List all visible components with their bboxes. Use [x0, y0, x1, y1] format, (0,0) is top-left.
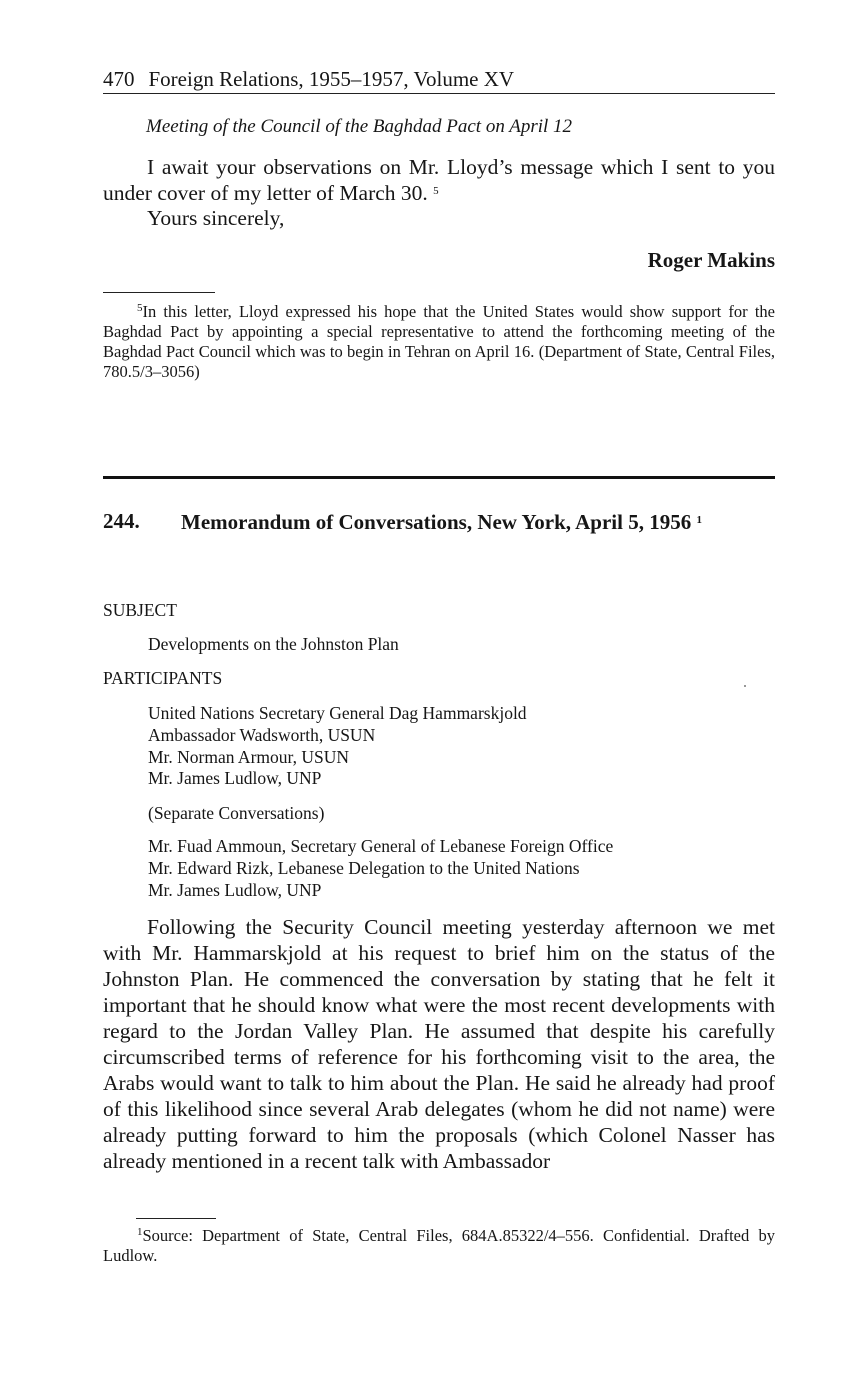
footnote-marker: 1: [137, 1226, 143, 1238]
participant: United Nations Secretary General Dag Hammarskjold: [148, 703, 527, 723]
document-title: [181, 509, 741, 536]
footnote-5: [103, 302, 775, 382]
participant: Mr. Fuad Ammoun, Secretary General of Lebanese Foreign Office: [148, 836, 614, 856]
participant: Mr. Edward Rizk, Lebanese Delegation to the United Nations: [148, 858, 580, 878]
page-number: 470: [103, 67, 135, 91]
separate-conversations-note: (Separate Conversations): [148, 803, 325, 823]
participant: Mr. Norman Armour, USUN: [148, 747, 350, 767]
italic-subheading: Meeting of the Council of the Baghdad Pact on April 12: [146, 116, 573, 137]
complimentary-close: Yours sincerely,: [147, 206, 285, 230]
subject-text: Developments on the Johnston Plan: [148, 634, 399, 654]
memo-body-paragraph: Following the Security Council meeting yesterday afternoon we met with Mr. Hammarskjold at his request to brief him on the status of the Johnston Plan. He commenced the conversation by stating that he felt it important that he should know what were the most recent developments with regard to the Jordan Valley Plan. He assumed that despite his carefully circumscribed terms of reference for his forthcoming visit to the area, the Arabs would want to talk to him about the Plan. He said he already had proof of this likelihood since several Arab delegates (whom he did not name) were already putting forward to him the proposals (which Colonel Nasser has already mentioned in a recent talk with Ambassador: [103, 915, 775, 1173]
footnote-text: Source: Department of State, Central Files, 684A.85322/4–556. Confidential. Drafted by Ludlow.: [103, 1226, 775, 1265]
participant: Mr. James Ludlow, UNP: [148, 880, 322, 900]
participant: Ambassador Wadsworth, USUN: [148, 725, 376, 745]
footnote-marker: 5: [137, 302, 143, 314]
running-header: [103, 66, 775, 94]
footnote-text: In this letter, Lloyd expressed his hope that the United States would show support for the Baghdad Pact by appointing a special representative to attend the forthcoming meeting of the Baghdad Pact Council which was to begin in Tehran on April 16. (Department of State, Central Files, 780.5/3–3056): [103, 302, 775, 381]
footnote-ref-5: 5: [433, 185, 439, 197]
print-speck: [744, 685, 746, 687]
section-divider: [103, 476, 775, 479]
footnote-rule: [136, 1218, 216, 1219]
footnote-rule: [103, 292, 215, 293]
title-footnote-ref: 1: [696, 514, 702, 526]
running-title: Foreign Relations, 1955–1957, Volume XV: [148, 67, 515, 91]
footnote-1: [103, 1226, 775, 1266]
participants-label: PARTICIPANTS: [103, 668, 223, 688]
subject-label: SUBJECT: [103, 600, 177, 620]
signature: Roger Makins: [647, 248, 775, 272]
document-number: 244.: [103, 509, 140, 533]
closing-paragraph: [103, 154, 775, 206]
document-title-text: Memorandum of Conversations, New York, April 5, 1956: [181, 510, 692, 534]
closing-paragraph-text: I await your observations on Mr. Lloyd’s message which I sent to you under cover of my letter of March 30.: [103, 155, 775, 205]
participant: Mr. James Ludlow, UNP: [148, 768, 322, 788]
